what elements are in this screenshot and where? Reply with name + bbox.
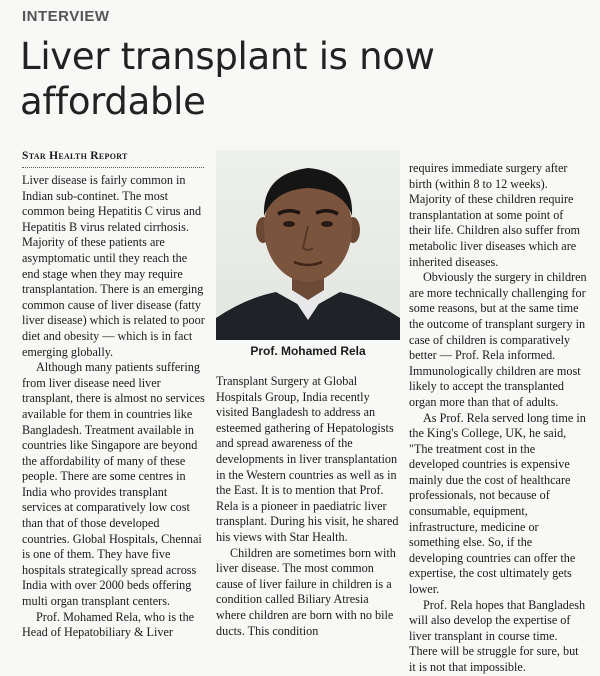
- portrait-photo: [216, 150, 400, 340]
- paragraph: Prof. Mohamed Rela, who is the Head of Hepatobiliary & Liver: [22, 609, 195, 640]
- paragraph: Liver disease is fairly common in Indian sub-continet. The most common being Hepatitis C virus and Hepatitis B virus related cirrhosis. Majority of these patients are asymptomatic until they reach the end stage when they may require transplantation. There is an emerging common cause of liver disease (fatty liver disease) which is related to poor diet and obesity — which is in fact emerging globally.: [22, 173, 205, 359]
- paragraph: requires immediate surgery after birth (within 8 to 12 weeks). Majority of these children require transplantation at some point of their life. Children also suffer from metabolic liver diseases which are inherited diseases.: [409, 161, 581, 269]
- column-1: [22, 173, 206, 641]
- paragraph: Obviously the surgery in children are more technically challenging for some reasons, but at the same time the outcome of transplant surgery in case of children is comparatively better — Prof. Rela informed. Immunologically children are most likely to accept the transplanted organ more than that of adults.: [409, 270, 587, 409]
- paragraph: Transplant Surgery at Global Hospitals Group, India recently visited Bangladesh to address an esteemed gathering of Hepatologists and spread awareness of the developments in liver transplantation in the Western countries as well as in the East. It is to mention that Prof. Rela is a pioneer in paediatric liver transplant. During his visit, he shared his views with Star Health.: [216, 374, 399, 544]
- paragraph: Prof. Rela hopes that Bangladesh will also develop the expertise of liver transplant in course time. There will be struggle for sure, but it is not that impossible.: [409, 597, 586, 674]
- paragraph: Children are sometimes born with liver disease. The most common cause of liver failure in children is a condition called Biliary Atresia where children are born with no bile ducts. This condition: [216, 545, 396, 638]
- column-3: [409, 161, 587, 676]
- byline-divider: [22, 167, 204, 168]
- photo-caption: Prof. Mohamed Rela: [250, 344, 366, 358]
- paragraph: As Prof. Rela served long time in the King's College, UK, he said, "The treatment cost in the developed countries is expensive mainly due the cost of healthcare professionals, not because of consumable, equipment, infrastructure, medicine or something else. So, if the developing countries can offer the expertise, the cost ultimately gets lower.: [409, 410, 586, 597]
- column-2: [216, 374, 400, 639]
- headline: Liver transplant is now affordable: [20, 35, 435, 123]
- byline: Star Health Report: [22, 150, 128, 162]
- paragraph: Although many patients suffering from liver disease need liver transplant, there is almost no services available for them in countries like Bangladesh. Treatment available in countries like Singapore are beyond the affordability of many of these people. There are some centres in India who provides transplant services at comparatively low cost than that of those developed countries. Global Hospitals, Chennai is one of them. They have five hospitals strategically spread across India with over 2000 beds offering multi organ transplant centers.: [22, 360, 205, 609]
- section-label: INTERVIEW: [22, 8, 110, 25]
- portrait-illustration: [216, 150, 400, 340]
